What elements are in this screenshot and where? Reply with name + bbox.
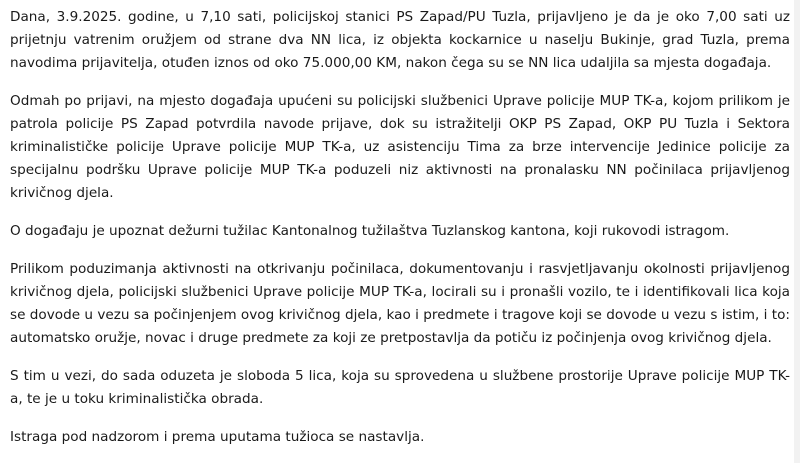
scrollbar-track[interactable] bbox=[794, 0, 800, 463]
paragraph-closing: Istraga pod nadzorom i prema uputama tužioca se nastavlja. bbox=[10, 429, 425, 445]
paragraph-response: Odmah po prijavi, na mjesto događaja upućeni su policijski službenici Uprave policije MUP TK-a, kojom prilikom je patrola policije PS Zapad potvrdila navode prijave, dok su istražitelji OKP PS Zapad, OKP PU Tuzla i Sektora kriminalističke policije Uprave policije MUP TK-a, uz asistenciju Tima za brze intervencije Jedinice policije za specijalnu podršku Uprave policije MUP TK-a poduzeli niz aktivnosti na pronalasku NN počinilaca prijavljenog krivičnog djela. bbox=[10, 93, 790, 201]
paragraph-report: Dana, 3.9.2025. godine, u 7,10 sati, policijskoj stanici PS Zapad/PU Tuzla, prijavljeno je da je oko 7,00 sati uz prijetnju vatrenim oružjem od strane dva NN lica, iz objekta kockarnice u naselju Bukinje, grad Tuzla, prema navodima prijavitelja, otuđen iznos od oko 75.000,00 KM, nakon čega su se NN lica udaljila sa mjesta događaja. bbox=[10, 9, 790, 71]
paragraph-investigation: Prilikom poduzimanja aktivnosti na otkrivanju počinilaca, dokumentovanju i rasvjetljavanju okolnosti prijavljenog krivičnog djela, policijski službenici Uprave policije MUP TK-a, locirali su i pronašli vozilo, te i identifikovali lica koja se dovode u vezu sa počinjenjem ovog krivičnog djela, kao i predmete i tragove koji se dovode u vezu s istim, i to: automatsko oružje, novac i druge predmete za koji ze pretpostavlja da potiču iz počinjenja ovog krivičnog djela. bbox=[10, 261, 790, 346]
article-body bbox=[10, 6, 790, 464]
paragraph-prosecutor: O događaju je upoznat dežurni tužilac Kantonalnog tužilaštva Tuzlanskog kantona, koji rukovodi istragom. bbox=[10, 223, 730, 239]
paragraph-arrests: S tim u vezi, do sada oduzeta je sloboda 5 lica, koja su sprovedena u službene prostorije Uprave policije MUP TK-a, te je u toku kriminalistička obrada. bbox=[10, 368, 790, 407]
